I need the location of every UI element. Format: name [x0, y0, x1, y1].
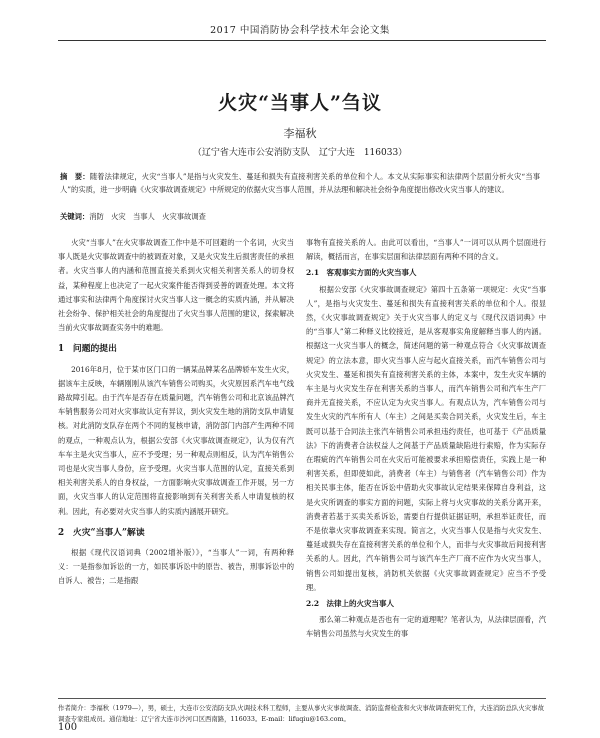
abstract — [60, 170, 540, 196]
affiliation: （辽宁省大连市公安消防支队 辽宁大连 116033） — [192, 148, 408, 158]
page-number: 100 — [58, 722, 78, 733]
paper-title: 火灾“当事人”刍议 — [218, 92, 382, 114]
abstract-text: 随着法律规定，火灾“当事人”是指与火灾发生、蔓延和损失有直接利害关系的单位和个人。本文从实际事实和法律两个层面分析火灾“当事人”的实质，进一步明确《火灾事故调查规定》中所规定的依据火灾当事人范围，并从法理和解决社会纷争角度提出修改火灾当事人的建议。 — [60, 172, 541, 195]
keywords — [60, 212, 540, 222]
continuation-paragraph: 事物有直接关系的人。由此可以看出，“当事人”一词可以从两个层面进行解读，概括而言，在事实层面和法律层面有两种不同的含义。 — [306, 238, 546, 262]
section-heading-2: 2 火灾“当事人”解读 — [58, 527, 145, 538]
keywords-label: 关键词： — [60, 212, 90, 221]
keywords-text: 消防 火灾 当事人 火灾事故调查 — [89, 212, 206, 221]
left-column — [58, 236, 294, 589]
section1-paragraph: 2016年8月，位于某市区门口的一辆某品牌某名品牌轿车发生火灾，据该车主反映，车辆刚刚从该汽车销售公司购买，火灾原因系汽车电气线路故障引起。由于汽车是否存在质量问题，汽车销售公司和北京该品牌汽车销售服务公司对火灾事故认定有异议，到火灾发生地的消防支队申请复核。对此消防支队存在两个不同的复核申请，消防部门内部产生两种不同的观点，一种观点认为，根据公安部《火灾事故调查规定》，认为仅有汽车车主是火灾当事人，应不予受理；另一种观点则相反，认为汽车销售公司也是火灾当事人身份，应予受理。火灾当事人范围的认定，直接关系到相关利害关系人的自身权益，一方面影响火灾事故调查工作开展，另一方面，火灾当事人的认定范围将直接影响到有关利害关系人申请复核的权利。因此，有必要对火灾当事人的实质内涵展开研究。 — [58, 364, 294, 516]
author: 李福秋 — [283, 127, 317, 140]
subsection2-paragraph: 那么第二种观点是否也有一定的道理呢？笔者认为，从法律层面看，汽车销售公司虽然与火灾发生的事 — [306, 615, 546, 639]
subsection1-paragraph: 根据公安部《火灾事故调查规定》第四十五条第一项规定：火灾“当事人”，是指与火灾发生、蔓延和损失有直接利害关系的单位和个人。很显然，《火灾事故调查规定》关于火灾当事人的定义与《现代汉语词典》中的“当事人”第二种释义比较接近，是从客观事实角度解释当事人的内涵。根据这一火灾当事人的概念，简述问题的第一种观点符合《火灾事故调查规定》的立法本意，即火灾当事人应与起火直接关系，而汽车销售公司与火灾发生、蔓延和损失有直接利害关系的主体，本案中，发生火灾车辆的车主是与火灾发生存在利害关系的当事人，而汽车销售公司和汽车生产厂商并无直接关系，不应认定为火灾当事人。有观点认为，汽车销售公司与发生火灾的汽车所有人（车主）之间是买卖合同关系，火灾发生后，车主既可以基于合同法主张汽车销售公司承担违约责任，也可基于《产品质量法》下的消费者合法权益人之间基于产品质量缺陷进行索赔，作为实际存在瑕疵的汽车销售公司在火灾后可能被要求承担赔偿责任，实践上是一种利害关系，但即使如此，消费者（车主）与销售者（汽车销售公司）作为相关民事主体，能否在诉讼中借助火灾事故认定结果来保障自身利益，这是火灾所调查的事实方面的问题，实际上将与火灾事故的关系分离开来，消费者若基于买卖关系诉讼，需要自行提供证据证明，承担举证责任，而不是依靠火灾事故调查来实现。简言之，火灾当事人仅是指与火灾发生、蔓延或损失存在直接利害关系的单位和个人，而非与火灾事故后间接利害关系的人。因此，汽车销售公司与该汽车生产厂商不应作为火灾当事人，销售公司如提出复核，消防机关依据《火灾事故调查规定》应当不予受理。 — [306, 284, 546, 592]
header-rule — [58, 40, 546, 41]
footnote-rule — [58, 698, 546, 699]
running-header: 2017 中国消防协会科学技术年会论文集 — [210, 25, 390, 36]
section-heading-1: 1 问题的提出 — [58, 344, 117, 355]
right-column — [306, 236, 546, 642]
intro-paragraph: 火灾“当事人”在火灾事故调查工作中是不可回避的一个名词，火灾当事人既是火灾事故调查中的被调查对象，又是火灾发生后损害责任的承担者。火灾当事人的内涵和范围直接关系到火灾相关利害关系人的切身权益，某种程度上也决定了一起火灾案件能否得到妥善的调查处理。本文将通过事实和法律两个角度探讨火灾当事人这一概念的实质内涵，并从解决社会纷争、保护相关社会的角度提出了火灾当事人范围的建议，探索解决当前火灾事故调查实务中的难题。 — [58, 238, 294, 333]
abstract-label: 摘 要： — [60, 172, 90, 181]
author-footnote — [58, 703, 546, 725]
subsection-heading-2-1: 2.1 客观事实方面的火灾当事人 — [306, 268, 417, 278]
footnote-text: 作者简介：李福秋（1979—），男，硕士，大连市公安消防支队火调技术科工程师，主要从事火灾事故调查、消防监督检查和火灾事故调查研究工作，大连消防总队火灾事故调查专家组成员。通信地址：辽宁省大连市沙河口区西南路，116033。E-mail：lifuqiu@163.com。 — [58, 704, 544, 723]
subsection-heading-2-2: 2.2 法律上的火灾当事人 — [306, 599, 395, 609]
section2-paragraph: 根据《现代汉语词典（2002增补版）》，“当事人”一词，有两种释义：一是指参加诉讼的一方，如民事诉讼中的原告、被告，刑事诉讼中的自诉人、被告；二是指跟 — [58, 548, 294, 586]
